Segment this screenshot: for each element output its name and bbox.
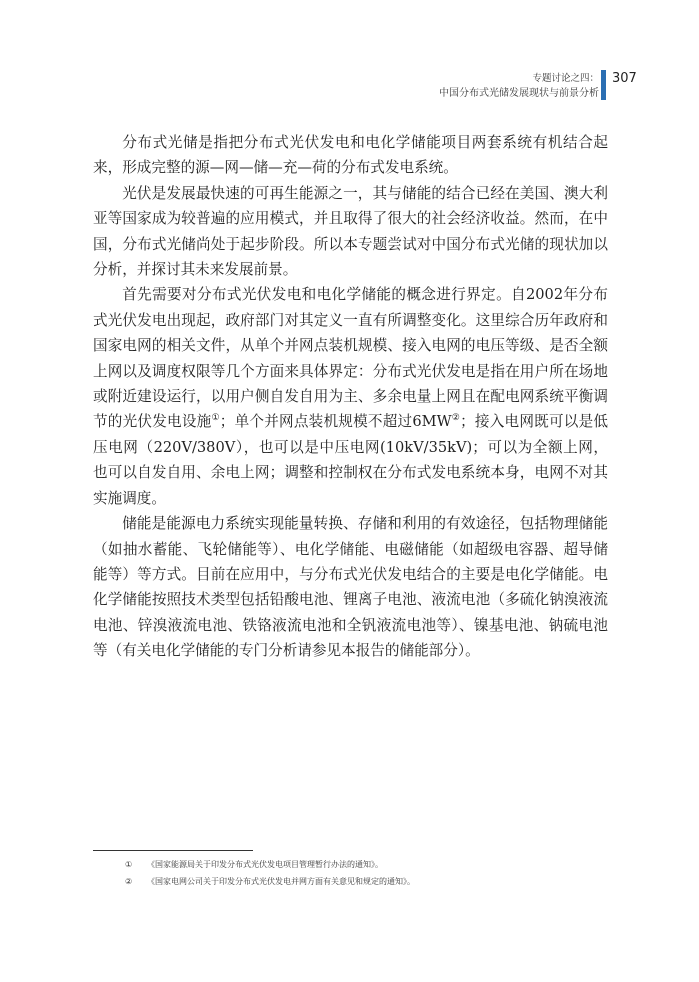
footnote-ref-2[interactable]: ② [451,413,461,424]
paragraph-4: 储能是能源电力系统实现能量转换、存储和利用的有效途径，包括物理储能（如抽水蓄能、飞轮储能等）、电化学储能、电磁储能（如超级电容器、超导储能等）等方式。目前在应用中，与分布式光伏发电结合的主要是电化学储能。电化学储能按照技术类型包括铅酸电池、锂离子电池、液流电池（多硫化钠溴液流电池、锌溴液流电池、铁铬液流电池和全钒液流电池等）、镍基电池、钠硫电池等（有关电化学储能的专门分析请参见本报告的储能部分）。 [93,515,608,660]
footnote-divider [93,850,253,851]
footnotes [125,856,605,890]
paragraph-3-part-a: 首先需要对分布式光伏发电和电化学储能的概念进行界定。自2002年分布式光伏发电出现起，政府部门对其定义一直有所调整变化。这里综合历年政府和国家电网的相关文件，从单个并网点装机规模、接入电网的电压等级、是否全额上网以及调度权限等几个方面来具体界定：分布式光伏发电是指在用户所在场地或附近建设运行，以用户侧自发自用为主、多余电量上网且在配电网系统平衡调节的光伏发电设施 [93,286,608,431]
running-header [439,72,599,101]
header-title: 中国分布式光储发展现状与前景分析 [439,88,599,99]
footnote-1-mark: ① [125,860,133,869]
paragraph-3-part-c: ；接入电网既可以是低压电网（220V/380V），也可以是中压电网(10kV/35kV)；可以为全额上网，也可以自发自用、余电上网；调整和控制权在分布式发电系统本身，电网不对其实施调度。 [93,413,608,507]
header-accent-bar [601,70,606,100]
footnote-1 [125,856,605,873]
body-text [93,130,608,664]
paragraph-3-part-b: ；单个并网点装机规模不超过6MW [219,413,452,431]
page-number: 307 [612,71,637,86]
footnote-2 [125,873,605,890]
footnote-1-text: 《国家能源局关于印发分布式光伏发电项目管理暂行办法的通知》。 [147,860,383,869]
footnote-2-mark: ② [125,877,133,886]
paragraph-1: 分布式光储是指把分布式光伏发电和电化学储能项目两套系统有机结合起来，形成完整的源—网—储—充—荷的分布式发电系统。 [93,134,608,177]
header-series: 专题讨论之四： [532,73,599,84]
paragraph-2: 光伏是发展最快速的可再生能源之一，其与储能的结合已经在美国、澳大利亚等国家成为较普遍的应用模式，并且取得了很大的社会经济收益。然而，在中国，分布式光储尚处于起步阶段。所以本专题尝试对中国分布式光储的现状加以分析，并探讨其未来发展前景。 [93,184,608,279]
footnote-ref-1[interactable]: ① [211,413,220,424]
footnote-2-text: 《国家电网公司关于印发分布式光伏发电并网方面有关意见和规定的通知》。 [147,877,415,886]
paragraph-3 [93,282,608,511]
